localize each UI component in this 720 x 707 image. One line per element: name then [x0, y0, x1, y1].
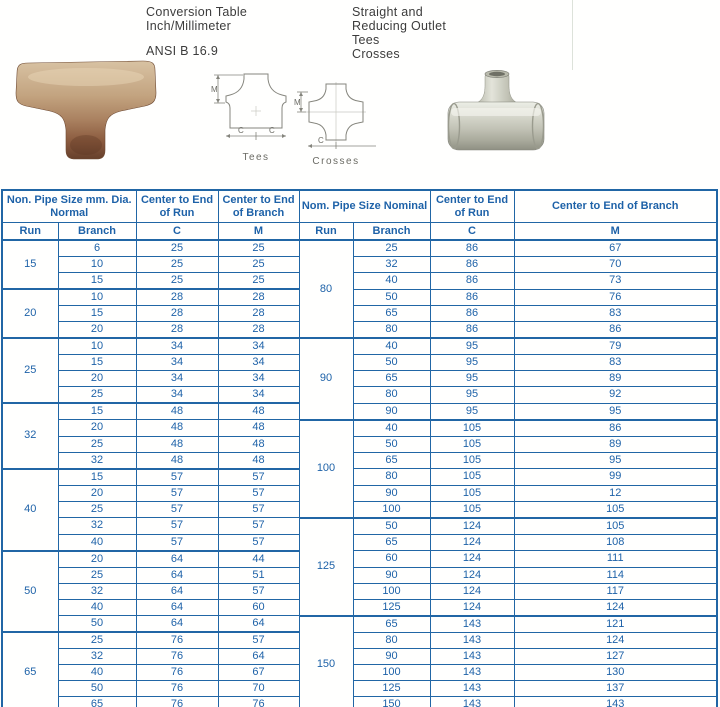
left-m-cell: 34 — [218, 355, 299, 371]
right-c-cell: 143 — [430, 665, 514, 681]
right-m-cell: 12 — [514, 485, 717, 501]
right-m-cell: 89 — [514, 371, 717, 387]
standard-label: ANSI B 16.9 — [146, 44, 219, 58]
left-c-cell: 25 — [136, 257, 218, 273]
right-branch-cell: 125 — [353, 681, 430, 697]
title-block — [146, 5, 247, 33]
right-m-cell: 105 — [514, 518, 717, 535]
crosses-dim-m-label: M — [294, 98, 301, 107]
left-m-cell: 64 — [218, 649, 299, 665]
right-c-cell: 143 — [430, 697, 514, 707]
left-m-cell: 34 — [218, 338, 299, 355]
left-c-cell: 64 — [136, 616, 218, 633]
left-c-cell: 34 — [136, 338, 218, 355]
table-header-row — [2, 190, 717, 223]
left-run-group-cell: 20 — [2, 289, 58, 338]
tees-caption: Tees — [242, 152, 270, 163]
left-m-cell: 25 — [218, 240, 299, 257]
right-c-cell: 105 — [430, 501, 514, 518]
right-m-cell: 137 — [514, 681, 717, 697]
left-branch-cell: 40 — [58, 665, 136, 681]
table-subheader-row — [2, 223, 717, 241]
left-c-cell: 64 — [136, 551, 218, 568]
right-m-cell: 73 — [514, 273, 717, 290]
left-m-cell: 64 — [218, 616, 299, 633]
subheader-right-m: M — [514, 223, 717, 241]
subheader-left-branch: Branch — [58, 223, 136, 241]
right-m-cell: 108 — [514, 534, 717, 551]
left-branch-cell: 65 — [58, 697, 136, 707]
right-c-cell: 95 — [430, 387, 514, 404]
copper-tee-image — [10, 57, 162, 165]
left-branch-cell: 32 — [58, 583, 136, 599]
crosses-caption: Crosses — [312, 156, 360, 167]
right-branch-cell: 80 — [353, 387, 430, 404]
left-c-cell: 64 — [136, 583, 218, 599]
right-c-cell: 86 — [430, 306, 514, 322]
left-branch-cell: 25 — [58, 567, 136, 583]
right-c-cell: 124 — [430, 583, 514, 599]
left-c-cell: 76 — [136, 649, 218, 665]
copper-tee-photo — [10, 57, 162, 165]
left-branch-cell: 15 — [58, 355, 136, 371]
table-row — [2, 240, 717, 257]
left-c-cell: 34 — [136, 387, 218, 404]
left-c-cell: 57 — [136, 501, 218, 518]
left-c-cell: 28 — [136, 306, 218, 322]
left-run-group-cell: 50 — [2, 551, 58, 633]
header-right-run: Center to End of Run — [430, 190, 514, 223]
left-branch-cell: 40 — [58, 534, 136, 551]
right-branch-cell: 100 — [353, 501, 430, 518]
right-run-group-cell: 80 — [299, 240, 353, 338]
right-c-cell: 124 — [430, 551, 514, 568]
header-left-run: Center to End of Run — [136, 190, 218, 223]
tees-dim-m-label: M — [211, 85, 218, 94]
right-branch-cell: 80 — [353, 469, 430, 486]
steel-tee-image — [443, 64, 549, 156]
table-row — [2, 501, 717, 518]
table-body — [2, 240, 717, 707]
right-c-cell: 124 — [430, 518, 514, 535]
left-m-cell: 25 — [218, 257, 299, 273]
subheader-right-branch: Branch — [353, 223, 430, 241]
tees-diagram — [210, 66, 302, 163]
right-branch-cell: 32 — [353, 257, 430, 273]
right-m-cell: 83 — [514, 355, 717, 371]
right-branch-cell: 65 — [353, 452, 430, 469]
left-branch-cell: 25 — [58, 387, 136, 404]
left-branch-cell: 20 — [58, 551, 136, 568]
right-branch-cell: 40 — [353, 420, 430, 437]
left-m-cell: 60 — [218, 599, 299, 616]
left-m-cell: 25 — [218, 273, 299, 290]
right-branch-cell: 100 — [353, 583, 430, 599]
right-c-cell: 105 — [430, 485, 514, 501]
right-run-group-cell: 90 — [299, 338, 353, 420]
left-c-cell: 57 — [136, 534, 218, 551]
right-m-cell: 92 — [514, 387, 717, 404]
right-branch-cell: 90 — [353, 649, 430, 665]
left-c-cell: 48 — [136, 403, 218, 420]
right-branch-cell: 50 — [353, 518, 430, 535]
right-branch-cell: 125 — [353, 599, 430, 616]
subheader-left-c: C — [136, 223, 218, 241]
table-row — [2, 371, 717, 387]
right-m-cell: 117 — [514, 583, 717, 599]
left-run-group-cell: 32 — [2, 403, 58, 469]
right-c-cell: 124 — [430, 567, 514, 583]
right-c-cell: 105 — [430, 469, 514, 486]
table-row — [2, 338, 717, 355]
left-m-cell: 48 — [218, 436, 299, 452]
right-branch-cell: 65 — [353, 534, 430, 551]
right-m-cell: 121 — [514, 616, 717, 633]
left-m-cell: 44 — [218, 551, 299, 568]
table-row — [2, 583, 717, 599]
left-m-cell: 57 — [218, 534, 299, 551]
left-m-cell: 28 — [218, 289, 299, 306]
right-m-cell: 114 — [514, 567, 717, 583]
right-c-cell: 105 — [430, 420, 514, 437]
left-c-cell: 25 — [136, 273, 218, 290]
right-c-cell: 124 — [430, 599, 514, 616]
right-m-cell: 124 — [514, 599, 717, 616]
table-row — [2, 681, 717, 697]
right-m-cell: 105 — [514, 501, 717, 518]
left-c-cell: 57 — [136, 485, 218, 501]
left-c-cell: 28 — [136, 322, 218, 339]
subheader-right-run: Run — [299, 223, 353, 241]
right-m-cell: 127 — [514, 649, 717, 665]
left-m-cell: 57 — [218, 469, 299, 486]
title-line-2: Inch/Millimeter — [146, 19, 232, 33]
left-branch-cell: 20 — [58, 420, 136, 437]
right-run-group-cell: 100 — [299, 420, 353, 518]
left-run-group-cell: 25 — [2, 338, 58, 403]
left-branch-cell: 25 — [58, 632, 136, 649]
right-branch-cell: 40 — [353, 273, 430, 290]
left-branch-cell: 32 — [58, 649, 136, 665]
left-branch-cell: 50 — [58, 681, 136, 697]
left-c-cell: 76 — [136, 681, 218, 697]
left-c-cell: 64 — [136, 567, 218, 583]
right-m-cell: 99 — [514, 469, 717, 486]
product-line-4: Crosses — [352, 47, 400, 61]
right-c-cell: 86 — [430, 240, 514, 257]
table-row — [2, 355, 717, 371]
table-row — [2, 322, 717, 339]
right-m-cell: 130 — [514, 665, 717, 681]
right-c-cell: 86 — [430, 257, 514, 273]
left-c-cell: 48 — [136, 452, 218, 469]
left-branch-cell: 15 — [58, 306, 136, 322]
right-c-cell: 95 — [430, 338, 514, 355]
right-run-group-cell: 150 — [299, 616, 353, 707]
left-m-cell: 51 — [218, 567, 299, 583]
left-m-cell: 34 — [218, 387, 299, 404]
left-branch-cell: 25 — [58, 436, 136, 452]
steel-tee-photo — [443, 64, 549, 156]
right-c-cell: 143 — [430, 632, 514, 649]
right-c-cell: 95 — [430, 355, 514, 371]
left-run-group-cell: 40 — [2, 469, 58, 551]
left-run-group-cell: 65 — [2, 632, 58, 707]
left-m-cell: 57 — [218, 485, 299, 501]
left-c-cell: 48 — [136, 420, 218, 437]
right-m-cell: 111 — [514, 551, 717, 568]
right-run-group-cell: 125 — [299, 518, 353, 616]
right-c-cell: 86 — [430, 289, 514, 306]
table-row — [2, 567, 717, 583]
table-row — [2, 551, 717, 568]
right-branch-cell: 100 — [353, 665, 430, 681]
header-right-size: Nom. Pipe Size Nominal — [299, 190, 430, 223]
right-branch-cell: 65 — [353, 616, 430, 633]
header-left-size: Non. Pipe Size mm. Dia. Normal — [2, 190, 136, 223]
left-branch-cell: 15 — [58, 469, 136, 486]
right-m-cell: 79 — [514, 338, 717, 355]
left-branch-cell: 40 — [58, 599, 136, 616]
left-m-cell: 70 — [218, 681, 299, 697]
table-row — [2, 420, 717, 437]
product-block — [352, 5, 446, 61]
left-c-cell: 48 — [136, 436, 218, 452]
left-c-cell: 76 — [136, 665, 218, 681]
page-divider-line — [572, 0, 573, 70]
left-m-cell: 57 — [218, 583, 299, 599]
right-branch-cell: 90 — [353, 485, 430, 501]
left-c-cell: 28 — [136, 289, 218, 306]
right-c-cell: 95 — [430, 403, 514, 420]
right-c-cell: 124 — [430, 534, 514, 551]
left-m-cell: 57 — [218, 518, 299, 535]
table-row — [2, 436, 717, 452]
crosses-diagram — [294, 78, 378, 167]
right-m-cell: 95 — [514, 452, 717, 469]
right-branch-cell: 80 — [353, 322, 430, 339]
left-m-cell: 28 — [218, 322, 299, 339]
left-branch-cell: 10 — [58, 338, 136, 355]
table-row — [2, 469, 717, 486]
right-branch-cell: 25 — [353, 240, 430, 257]
right-branch-cell: 80 — [353, 632, 430, 649]
right-m-cell: 67 — [514, 240, 717, 257]
right-c-cell: 143 — [430, 649, 514, 665]
right-m-cell: 83 — [514, 306, 717, 322]
right-branch-cell: 90 — [353, 403, 430, 420]
product-line-1: Straight and — [352, 5, 424, 19]
left-branch-cell: 6 — [58, 240, 136, 257]
subheader-right-c: C — [430, 223, 514, 241]
right-branch-cell: 65 — [353, 371, 430, 387]
right-branch-cell: 50 — [353, 289, 430, 306]
table-row — [2, 273, 717, 290]
table-row — [2, 665, 717, 681]
left-c-cell: 76 — [136, 632, 218, 649]
right-c-cell: 95 — [430, 371, 514, 387]
left-m-cell: 57 — [218, 501, 299, 518]
crosses-diagram-svg — [294, 78, 378, 150]
table-row — [2, 452, 717, 469]
left-c-cell: 76 — [136, 697, 218, 707]
right-c-cell: 86 — [430, 322, 514, 339]
right-branch-cell: 65 — [353, 306, 430, 322]
left-run-group-cell: 15 — [2, 240, 58, 289]
right-c-cell: 105 — [430, 452, 514, 469]
table-row — [2, 518, 717, 535]
right-branch-cell: 150 — [353, 697, 430, 707]
right-branch-cell: 90 — [353, 567, 430, 583]
left-branch-cell: 50 — [58, 616, 136, 633]
tees-diagram-svg — [210, 66, 302, 146]
table-row — [2, 649, 717, 665]
left-m-cell: 48 — [218, 452, 299, 469]
right-c-cell: 105 — [430, 436, 514, 452]
left-branch-cell: 25 — [58, 501, 136, 518]
product-line-2: Reducing Outlet — [352, 19, 447, 33]
left-branch-cell: 15 — [58, 403, 136, 420]
table-row — [2, 485, 717, 501]
left-branch-cell: 20 — [58, 322, 136, 339]
right-branch-cell: 60 — [353, 551, 430, 568]
right-branch-cell: 40 — [353, 338, 430, 355]
left-m-cell: 57 — [218, 632, 299, 649]
right-m-cell: 143 — [514, 697, 717, 707]
left-m-cell: 34 — [218, 371, 299, 387]
left-c-cell: 25 — [136, 240, 218, 257]
right-branch-cell: 50 — [353, 436, 430, 452]
left-branch-cell: 20 — [58, 371, 136, 387]
table-row — [2, 616, 717, 633]
left-c-cell: 34 — [136, 371, 218, 387]
table-row — [2, 534, 717, 551]
table-row — [2, 697, 717, 707]
right-m-cell: 76 — [514, 289, 717, 306]
left-branch-cell: 15 — [58, 273, 136, 290]
tees-dim-c-left-label: C — [238, 126, 244, 135]
left-m-cell: 48 — [218, 420, 299, 437]
left-branch-cell: 20 — [58, 485, 136, 501]
right-m-cell: 70 — [514, 257, 717, 273]
table-row — [2, 387, 717, 404]
left-m-cell: 67 — [218, 665, 299, 681]
right-m-cell: 86 — [514, 420, 717, 437]
right-c-cell: 143 — [430, 616, 514, 633]
subheader-left-m: M — [218, 223, 299, 241]
left-c-cell: 57 — [136, 469, 218, 486]
right-m-cell: 89 — [514, 436, 717, 452]
crosses-dim-c-label: C — [318, 136, 324, 145]
right-m-cell: 95 — [514, 403, 717, 420]
left-branch-cell: 10 — [58, 289, 136, 306]
left-m-cell: 28 — [218, 306, 299, 322]
table-row — [2, 403, 717, 420]
conversion-table — [1, 189, 718, 707]
header-left-branch: Center to End of Branch — [218, 190, 299, 223]
table-row — [2, 289, 717, 306]
right-c-cell: 143 — [430, 681, 514, 697]
left-m-cell: 76 — [218, 697, 299, 707]
right-c-cell: 86 — [430, 273, 514, 290]
left-branch-cell: 32 — [58, 452, 136, 469]
subheader-left-run: Run — [2, 223, 58, 241]
left-c-cell: 34 — [136, 355, 218, 371]
table-row — [2, 632, 717, 649]
tees-dim-c-right-label: C — [269, 126, 275, 135]
header-right-branch: Center to End of Branch — [514, 190, 717, 223]
title-line-1: Conversion Table — [146, 5, 248, 19]
right-m-cell: 86 — [514, 322, 717, 339]
right-branch-cell: 50 — [353, 355, 430, 371]
right-m-cell: 124 — [514, 632, 717, 649]
table-row — [2, 306, 717, 322]
left-m-cell: 48 — [218, 403, 299, 420]
table-row — [2, 599, 717, 616]
left-c-cell: 64 — [136, 599, 218, 616]
left-c-cell: 57 — [136, 518, 218, 535]
left-branch-cell: 32 — [58, 518, 136, 535]
product-line-3: Tees — [352, 33, 380, 47]
left-branch-cell: 10 — [58, 257, 136, 273]
table-row — [2, 257, 717, 273]
